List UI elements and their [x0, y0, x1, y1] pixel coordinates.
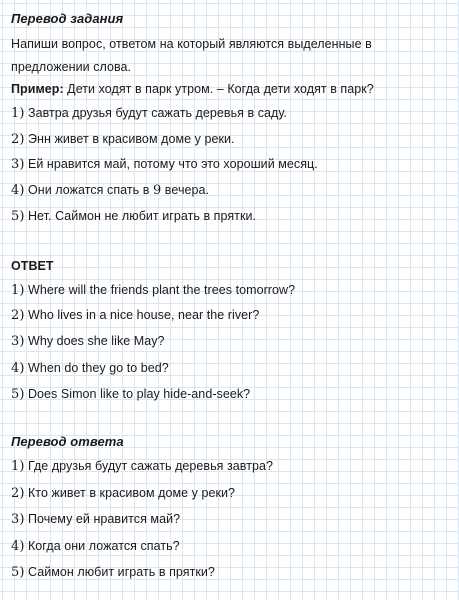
task-item-4-text: Они ложатся спать в: [24, 183, 153, 197]
translation-item-2-text: Кто живет в красивом доме у реки?: [24, 486, 236, 500]
answer-item-3-number: 3): [11, 334, 25, 349]
answer-title: ОТВЕТ: [11, 259, 54, 273]
example-text: Дети ходят в парк утром. – Когда дети ходят в парк?: [63, 82, 374, 96]
task-item-5-text: Нет. Саймон не любит играть в прятки.: [24, 209, 257, 223]
answer-item-2: [11, 307, 259, 324]
answer-item-2-number: 2): [11, 308, 25, 323]
answer-item-1-text: Where will the friends plant the trees tomorrow?: [24, 283, 296, 297]
task-item-4-number: 4): [11, 183, 25, 198]
answer-item-4: [11, 360, 169, 377]
translation-item-1: [11, 458, 273, 475]
translation-item-4-text: Когда они ложатся спать?: [24, 539, 180, 553]
translation-item-3: [11, 511, 180, 528]
answer-item-5: [11, 386, 250, 403]
translation-item-2-number: 2): [11, 486, 25, 501]
example-label: Пример:: [11, 82, 64, 96]
translation-item-1-text: Где друзья будут сажать деревья завтра?: [24, 459, 274, 473]
translation-item-2: [11, 485, 235, 502]
answer-item-3-text: Why does she like May?: [24, 334, 165, 348]
answer-item-1: [11, 282, 295, 299]
task-item-3-number: 3): [11, 157, 25, 172]
task-item-1: [11, 105, 287, 122]
answer-item-4-number: 4): [11, 361, 25, 376]
task-item-3: [11, 156, 318, 173]
translation-item-4-number: 4): [11, 539, 25, 554]
task-item-5: [11, 208, 256, 225]
task-item-1-number: 1): [11, 106, 25, 121]
translation-item-3-number: 3): [11, 512, 25, 527]
answer-item-4-text: When do they go to bed?: [24, 361, 169, 375]
task-instruction-line2: предложении слова.: [11, 60, 132, 74]
translation-item-5-text: Саймон любит играть в прятки?: [24, 565, 215, 579]
translation-item-5-number: 5): [11, 565, 25, 580]
task-item-1-text: Завтра друзья будут сажать деревья в саду.: [24, 106, 287, 120]
task-item-2-number: 2): [11, 132, 25, 147]
task-instruction-line1: Напиши вопрос, ответом на который являются выделенные в: [11, 37, 372, 51]
task-item-2-text: Энн живет в красивом доме у реки.: [24, 132, 235, 146]
task-item-5-number: 5): [11, 209, 25, 224]
answer-item-5-text: Does Simon like to play hide-and-seek?: [24, 387, 251, 401]
answer-item-2-text: Who lives in a nice house, near the river?: [24, 308, 260, 322]
task-item-3-text: Ей нравится май, потому что это хороший месяц.: [24, 157, 318, 171]
task-item-2: [11, 131, 235, 148]
task-item-4-text-end: вечера.: [161, 183, 210, 197]
task-item-4-hour: 9: [152, 183, 162, 198]
task-title: Перевод задания: [11, 11, 124, 26]
answer-item-5-number: 5): [11, 387, 25, 402]
translation-item-1-number: 1): [11, 459, 25, 474]
answer-item-3: [11, 333, 165, 350]
translation-item-3-text: Почему ей нравится май?: [24, 512, 181, 526]
task-example: [11, 81, 374, 97]
translation-item-5: [11, 564, 215, 581]
task-item-4: [11, 182, 209, 199]
answer-item-1-number: 1): [11, 283, 25, 298]
translation-title: Перевод ответа: [11, 434, 124, 449]
translation-item-4: [11, 538, 180, 555]
